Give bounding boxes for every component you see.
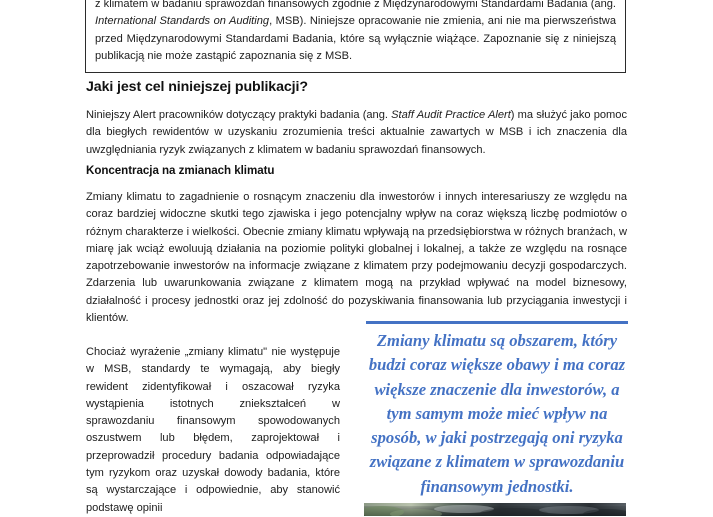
section-heading-purpose: Jaki jest cel niniejszej publikacji? xyxy=(86,79,308,95)
paragraph-intro: Zmiany klimatu to zagadnienie o rosnącym znaczeniu dla inwestorów i innych interesariuszy ze względu na coraz bardziej widoczne skutki tego zjawiska i jego potencjalny wpływ na coraz większą liczbę podmiotów o różnym charakterze i wielkości. Obecnie zmiany klimatu wpływają na przedsiębiorstwa w różnych branżach, w miarę jak wciąż ewoluują działania na poziomie polityki globalnej i lokalnej, a także ze względu na rosnące zapotrzebowanie inwestorów na informacje związane z klimatem przy podejmowaniu decyzji gospodarczych. Zdarzenia lub uwarunkowania związane z klimatem mogą na przykład wpływać na model biznesowy, działalność i procesy jednostki oraz jej zdolność do pozyskiwania finansowania lub przyciągania inwestycji i klientów. xyxy=(86,191,627,325)
disclaimer-text-part1: z klimatem w badaniu sprawozdań finansowych zgodnie z Międzynarodowymi Standardami Badania (ang. xyxy=(95,0,616,11)
paragraph-purpose-part2: ) ma służyć jako pomoc dla biegłych rewidentów w uzyskaniu zrozumienia treści aktualnie zawartych w MSB i ich znaczenia dla uwzględniania ryzyk związanych z klimatem w badaniu sprawozdań finansowych. xyxy=(86,109,627,156)
paragraph-left-column: Chociaż wyrażenie „zmiany klimatu" nie występuje w MSB, standardy te wymagają, aby biegły rewident zidentyfikował i oszacował ryzyka wystąpienia istotnych zniekształceń w sprawozdaniu finansowym spowodowanych oszustwem lub błędem, zaprojektował i przeprowadził procedury badania odpowiadające tym ryzykom oraz uzyskał dowody badania, które są wystarczające i odpowiednie, aby stanowić podstawę opinii xyxy=(86,346,340,514)
nature-landscape-photo xyxy=(364,503,626,516)
disclaimer-text-block xyxy=(95,0,616,65)
photo-graphic xyxy=(364,503,626,516)
paragraph-purpose xyxy=(86,107,627,159)
section-subheading-focus: Koncentracja na zmianach klimatu xyxy=(86,164,275,177)
disclaimer-text-part2: , MSB). Niniejsze opracowanie nie zmienia, ani nie ma pierwszeństwa przed Międzynarodowymi Standardami Badania, które są wyłącznie wiążące. Zapoznanie się z niniejszą publikacją nie może zastąpić zapoznania się z MSB. xyxy=(95,15,616,62)
disclaimer-box xyxy=(85,0,626,73)
paragraph-purpose-part1: Niniejszy Alert pracowników dotyczący praktyki badania (ang. xyxy=(86,109,392,121)
disclaimer-text-italic: International Standards on Auditing xyxy=(95,15,270,28)
disclaimer-paragraph xyxy=(95,0,616,65)
pull-quote-text: Zmiany klimatu są obszarem, który budzi coraz większe obawy i ma coraz większe znaczenie dla inwestorów, a tym samym może mieć wpływ na sposób, w jaki postrzegają oni ryzyka związane z klimatem w sprawozdaniu finansowym jednostki. xyxy=(368,331,626,496)
paragraph-purpose-italic: Staff Audit Practice Alert xyxy=(391,109,511,121)
pull-quote-rule xyxy=(366,321,628,324)
